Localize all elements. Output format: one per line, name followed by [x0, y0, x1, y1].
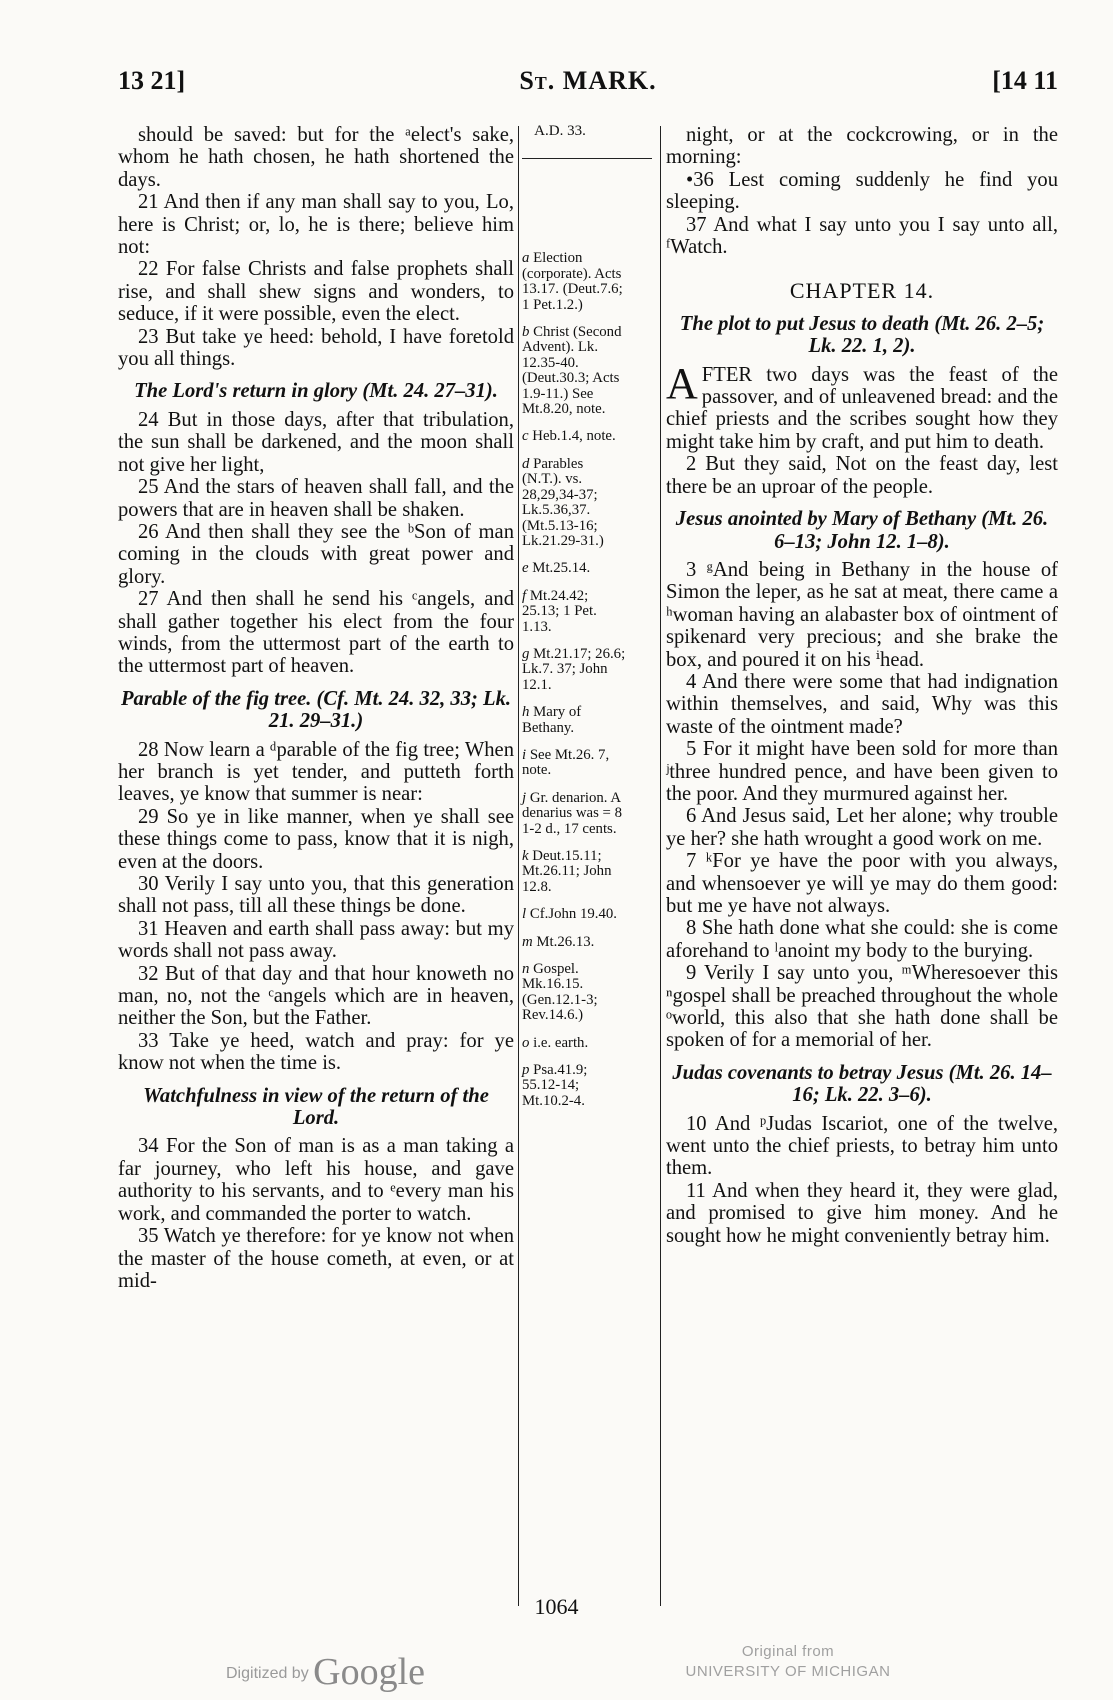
note-letter: d [522, 455, 530, 472]
verse-paragraph: 26 And then shall they see the ᵇSon of man coming in the clouds with great power and glory. [118, 520, 514, 588]
note-letter: m [522, 933, 533, 950]
note-text: Gr. denarion. A denarius was = 8 1-2 d., 17 cents. [522, 789, 622, 837]
verse-paragraph: 22 For false Christs and false prophets shall rise, and shall shew signs and wonders, to seduce, if it were possible, even the elect. [118, 258, 514, 326]
note-text: Gospel. Mk.16.15. (Gen.12.1-3; Rev.14.6.) [522, 961, 598, 1024]
original-source-credit [668, 1642, 908, 1682]
verse-paragraph: 37 And what I say unto you I say unto all, ᶠWatch. [666, 213, 1058, 259]
verse-paragraph: 2 But they said, Not on the feast day, lest there be an uproar of the people. [666, 453, 1058, 498]
note-letter: h [522, 704, 530, 721]
verse-paragraph [666, 358, 1058, 454]
verse-paragraph: 32 But of that day and that hour knoweth no man, no, not the ᶜangels which are in heaven, neither the Son, but the Father. [118, 962, 514, 1030]
note-letter: k [522, 848, 529, 864]
note-letter: f [522, 587, 527, 604]
section-heading: The Lord's return in glory (Mt. 24. 27–31). [134, 380, 498, 403]
date-marker: A.D. 33. [534, 123, 586, 139]
digitized-credit [226, 1650, 425, 1694]
verse-paragraph: 35 Watch ye therefore: for ye know not when the master of the house cometh, at even, or at mid- [118, 1225, 514, 1292]
note-letter: o [522, 1034, 530, 1051]
reference-note [522, 748, 626, 779]
verse-paragraph: 8 She hath done what she could: she is come aforehand to ˡanoint my body to the burying. [666, 917, 1058, 962]
note-text: Cf.John 19.40. [529, 906, 617, 923]
note-text: Deut.15.11; Mt.26.11; John 12.8. [522, 848, 612, 895]
reference-note [522, 791, 626, 837]
verse-paragraph: 5 For it might have been sold for more than ʲthree hundred pence, and have been given to the poor. And they murmured against her. [666, 738, 1058, 805]
verse-paragraph: 27 And then shall he send his ᶜangels, and shall gather together his elect from the four winds, from the uttermost part of the earth to the uttermost part of heaven. [118, 588, 514, 678]
reference-note [522, 429, 626, 444]
header-right-reference: [14 11 [992, 66, 1058, 95]
reference-note [522, 561, 626, 576]
verse-paragraph: 9 Verily I say unto you, ᵐWheresoever this ⁿgospel shall be preached throughout the whole ᵒworld, this also that she hath done shall be spoken of for a memorial of her. [666, 962, 1058, 1052]
verse-paragraph: 33 Take ye heed, watch and pray: for ye know not when the time is. [118, 1029, 514, 1075]
reference-note [522, 251, 626, 313]
note-letter: b [522, 324, 530, 341]
university-name: UNIVERSITY OF MICHIGAN [685, 1663, 891, 1680]
column-rule-right [660, 126, 661, 1606]
verse-paragraph: 7 ᵏFor ye have the poor with you always, and whensoever ye will ye may do them good: but me ye have not always. [666, 850, 1058, 917]
verse-paragraph: 23 But take ye heed: behold, I have foretold you all things. [118, 325, 514, 371]
running-header [118, 66, 1058, 102]
section-heading: Watchfulness in view of the return of the Lord. [143, 1084, 489, 1130]
reference-note [522, 1036, 626, 1051]
note-text: Christ (Second Advent). Lk. 12.35-40. (Deut.30.3; Acts 1.9-11.) See Mt.8.20, note. [522, 324, 622, 418]
reference-note [522, 325, 626, 417]
note-text: See Mt.26. 7, note. [522, 746, 610, 779]
drop-cap: A [666, 358, 698, 408]
verse-paragraph: 11 And when they heard it, they were glad, and promised to give him money. And he sought how he might conveniently betray him. [666, 1179, 1058, 1247]
verse-paragraph: 25 And the stars of heaven shall fall, and the powers that are in heaven shall be shaken. [118, 476, 514, 521]
reference-note [522, 962, 626, 1024]
verse-paragraph: 31 Heaven and earth shall pass away: but my words shall not pass away. [118, 917, 514, 963]
verse-paragraph: 4 And there were some that had indignation within themselves, and said, Why was this waste of the ointment made? [666, 670, 1058, 738]
reference-note [522, 589, 626, 635]
note-text: i.e. earth. [533, 1034, 589, 1051]
right-text-column [666, 124, 1058, 1247]
header-left-reference: 13 21] [118, 66, 186, 95]
verse-paragraph: 3 ᵍAnd being in Bethany in the house of Simon the leper, as he sat at meat, there came a ʰwoman having an alabaster box of ointment of spikenard very precious; and she brake the box, and poured it on his ⁱhead. [666, 558, 1058, 671]
note-letter: l [522, 906, 527, 923]
verse-paragraph: night, or at the cockcrowing, or in the morning: [666, 124, 1058, 169]
note-text: Parables (N.T.). vs. 28,29,34-37; Lk.5.36,37. (Mt.5.13-16; Lk.21.29-31.) [522, 455, 604, 549]
section-heading: The plot to put Jesus to death (Mt. 26. 2–5; Lk. 22. 1, 2). [679, 312, 1045, 358]
note-letter: g [522, 645, 530, 662]
note-text: Mt.24.42; 25.13; 1 Pet. 1.13. [522, 587, 597, 635]
verse-paragraph: 34 For the Son of man is as a man taking a far journey, who left his house, and gave authority to his servants, and to ᵉevery man his work, and commanded the porter to watch. [118, 1135, 514, 1225]
header-book-title: St. MARK. [519, 66, 657, 95]
original-from-label: Original from [741, 1643, 835, 1660]
verse-paragraph: 6 And Jesus said, Let her alone; why trouble ye her? she hath wrought a good work on me. [666, 805, 1058, 850]
note-text: Mt.21.17; 26.6; Lk.7. 37; John 12.1. [522, 645, 626, 693]
verse-paragraph: 30 Verily I say unto you, that this generation shall not pass, till all these things be done. [118, 873, 514, 918]
google-logo: Google [313, 1651, 426, 1693]
verse-paragraph: 21 And then if any man shall say to you, Lo, here is Christ; or, lo, he is there; believe him not: [118, 191, 514, 259]
note-letter: a [522, 250, 530, 267]
reference-note [522, 705, 626, 736]
verse-paragraph: 24 But in those days, after that tribulation, the sun shall be darkened, and the moon shall not give her light, [118, 408, 514, 476]
reference-note [522, 907, 626, 922]
note-letter: e [522, 560, 529, 577]
chapter-heading: CHAPTER 14. [789, 278, 935, 304]
note-letter: c [522, 428, 529, 445]
page-number: 1064 [534, 1594, 579, 1619]
reference-notes [522, 251, 626, 1109]
column-rule-left [518, 126, 519, 1606]
note-letter: j [522, 789, 527, 806]
reference-note [522, 935, 626, 950]
verse-paragraph: 28 Now learn a ᵈparable of the fig tree; When her branch is yet tender, and putteth forth leaves, ye know that summer is near: [118, 738, 514, 806]
note-text: Mary of Bethany. [522, 704, 582, 736]
left-text-column [118, 124, 514, 1292]
note-text: Mt.26.13. [536, 933, 595, 950]
reference-note [522, 457, 626, 549]
reference-column [522, 124, 626, 1121]
digitized-prefix: Digitized by [226, 1665, 309, 1682]
section-heading: Parable of the fig tree. (Cf. Mt. 24. 32, 33; Lk. 21. 29–31.) [120, 687, 512, 733]
note-text: Election (corporate). Acts 13.17. (Deut.7.6; 1 Pet.1.2.) [522, 250, 623, 313]
verse-paragraph: 29 So ye in like manner, when ye shall see these things come to pass, know that it is nigh, even at the doors. [118, 805, 514, 873]
note-letter: n [522, 961, 530, 978]
reference-note [522, 849, 626, 895]
section-heading: Jesus anointed by Mary of Bethany (Mt. 26. 6–13; John 12. 1–8). [675, 508, 1049, 553]
reference-note [522, 1063, 626, 1109]
verse-text: FTER two days was the feast of the passover, and of unleavened bread: and the chief priests and the scribes sought how they might take him by craft, and put him to death. [666, 363, 1058, 453]
note-letter: i [522, 746, 527, 763]
note-text: Psa.41.9; 55.12-14; Mt.10.2-4. [522, 1062, 588, 1109]
section-heading: Judas covenants to betray Jesus (Mt. 26. 14–16; Lk. 22. 3–6). [672, 1061, 1052, 1107]
note-text: Mt.25.14. [532, 560, 591, 577]
verse-paragraph: 10 And ᵖJudas Iscariot, one of the twelve, went unto the chief priests, to betray him unto them. [666, 1112, 1058, 1180]
verse-paragraph: •36 Lest coming suddenly he find you sleeping. [666, 168, 1058, 214]
note-letter: p [522, 1062, 530, 1079]
verse-paragraph: should be saved: but for the ᵃelect's sake, whom he hath chosen, he hath shortened the days. [118, 124, 514, 191]
reference-note [522, 647, 626, 693]
note-text: Heb.1.4, note. [532, 428, 616, 445]
